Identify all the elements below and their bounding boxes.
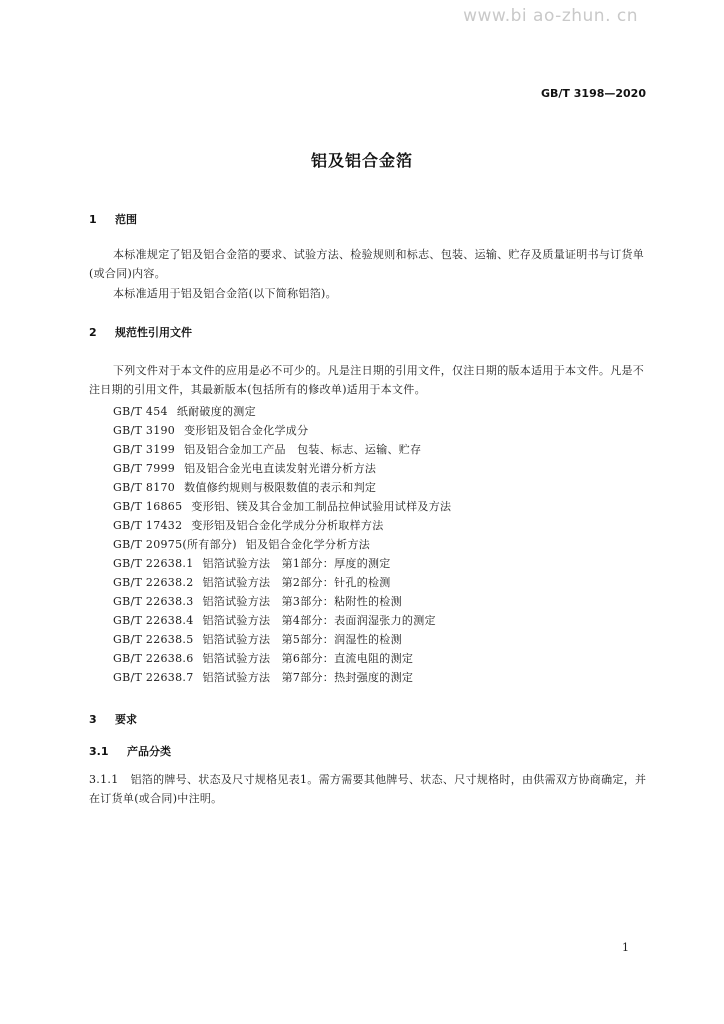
reference-code: GB/T 22638.7 <box>113 671 194 684</box>
reference-title: 铝箔试验方法 第2部分：针孔的检测 <box>202 576 391 589</box>
reference-title: 铝箔试验方法 第6部分：直流电阻的测定 <box>202 652 414 665</box>
scope-paragraph-2: 本标准适用于铝及铝合金箔(以下简称铝箔)。 <box>113 287 337 300</box>
section-title: 规范性引用文件 <box>115 326 192 339</box>
section-number: 1 <box>89 213 97 226</box>
clause-text: 铝箔的牌号、状态及尺寸规格见表1。需方需要其他牌号、状态、尺寸规格时，由供需双方协商确定，并在订货单(或合同)中注明。 <box>89 773 647 805</box>
reference-code: GB/T 22638.1 <box>113 557 194 570</box>
reference-title: 变形铝及铝合金化学成分分析取样方法 <box>191 519 384 532</box>
reference-item <box>113 535 451 554</box>
document-title: 铝及铝合金箔 <box>310 151 413 170</box>
reference-item <box>113 592 451 611</box>
section-number: 3 <box>89 713 97 726</box>
reference-code: GB/T 3199 <box>113 443 176 456</box>
section-2-heading <box>89 324 192 340</box>
reference-title: 铝箔试验方法 第5部分：润湿性的检测 <box>202 633 402 646</box>
reference-item <box>113 516 451 535</box>
standard-code: GB/T 3198—2020 <box>541 87 646 100</box>
reference-code: GB/T 17432 <box>113 519 183 532</box>
watermark-text: www.bi ao-zhun. cn <box>463 6 638 26</box>
reference-code: GB/T 20975(所有部分) <box>113 538 237 551</box>
reference-title: 数值修约规则与极限数值的表示和判定 <box>184 481 377 494</box>
reference-item <box>113 649 451 668</box>
reference-item <box>113 478 451 497</box>
reference-title: 铝箔试验方法 第7部分：热封强度的测定 <box>202 671 414 684</box>
reference-list <box>113 402 451 687</box>
reference-code: GB/T 454 <box>113 405 168 418</box>
reference-code: GB/T 22638.4 <box>113 614 194 627</box>
section-1-heading <box>89 211 137 227</box>
reference-item <box>113 421 451 440</box>
section-number: 3.1 <box>89 745 109 758</box>
section-3-1-heading <box>89 743 171 759</box>
reference-title: 变形铝、镁及其合金加工制品拉伸试验用试样及方法 <box>191 500 452 513</box>
reference-title: 铝及铝合金光电直读发射光谱分析方法 <box>184 462 377 475</box>
reference-title: 变形铝及铝合金化学成分 <box>184 424 309 437</box>
references-intro: 下列文件对于本文件的应用是必不可少的。凡是注日期的引用文件，仅注日期的版本适用于本文件。凡是不注日期的引用文件，其最新版本(包括所有的修改单)适用于本文件。 <box>89 364 645 396</box>
reference-item <box>113 402 451 421</box>
reference-code: GB/T 22638.6 <box>113 652 194 665</box>
section-3-heading <box>89 711 137 727</box>
reference-title: 铝箔试验方法 第3部分：粘附性的检测 <box>202 595 402 608</box>
section-title: 产品分类 <box>127 745 171 758</box>
reference-code: GB/T 22638.3 <box>113 595 194 608</box>
reference-item <box>113 668 451 687</box>
section-number: 2 <box>89 326 97 339</box>
reference-code: GB/T 3190 <box>113 424 176 437</box>
reference-code: GB/T 7999 <box>113 462 176 475</box>
reference-title: 铝及铝合金加工产品 包装、标志、运输、贮存 <box>184 443 422 456</box>
section-title: 要求 <box>115 713 137 726</box>
page-number: 1 <box>622 941 629 954</box>
reference-code: GB/T 22638.5 <box>113 633 194 646</box>
reference-title: 铝及铝合金化学分析方法 <box>245 538 371 551</box>
clause-3-1-1 <box>89 770 647 808</box>
section-title: 范围 <box>115 213 137 226</box>
reference-item <box>113 611 451 630</box>
reference-code: GB/T 8170 <box>113 481 176 494</box>
reference-item <box>113 630 451 649</box>
reference-title: 铝箔试验方法 第4部分：表面润湿张力的测定 <box>202 614 436 627</box>
reference-item <box>113 440 451 459</box>
reference-item <box>113 459 451 478</box>
reference-item <box>113 573 451 592</box>
reference-code: GB/T 22638.2 <box>113 576 194 589</box>
reference-code: GB/T 16865 <box>113 500 183 513</box>
reference-item <box>113 497 451 516</box>
scope-paragraph-1: 本标准规定了铝及铝合金箔的要求、试验方法、检验规则和标志、包装、运输、贮存及质量证明书与订货单(或合同)内容。 <box>89 248 645 280</box>
reference-item <box>113 554 451 573</box>
reference-title: 铝箔试验方法 第1部分：厚度的测定 <box>202 557 391 570</box>
clause-number: 3.1.1 <box>89 773 119 786</box>
reference-title: 纸耐破度的测定 <box>176 405 256 418</box>
